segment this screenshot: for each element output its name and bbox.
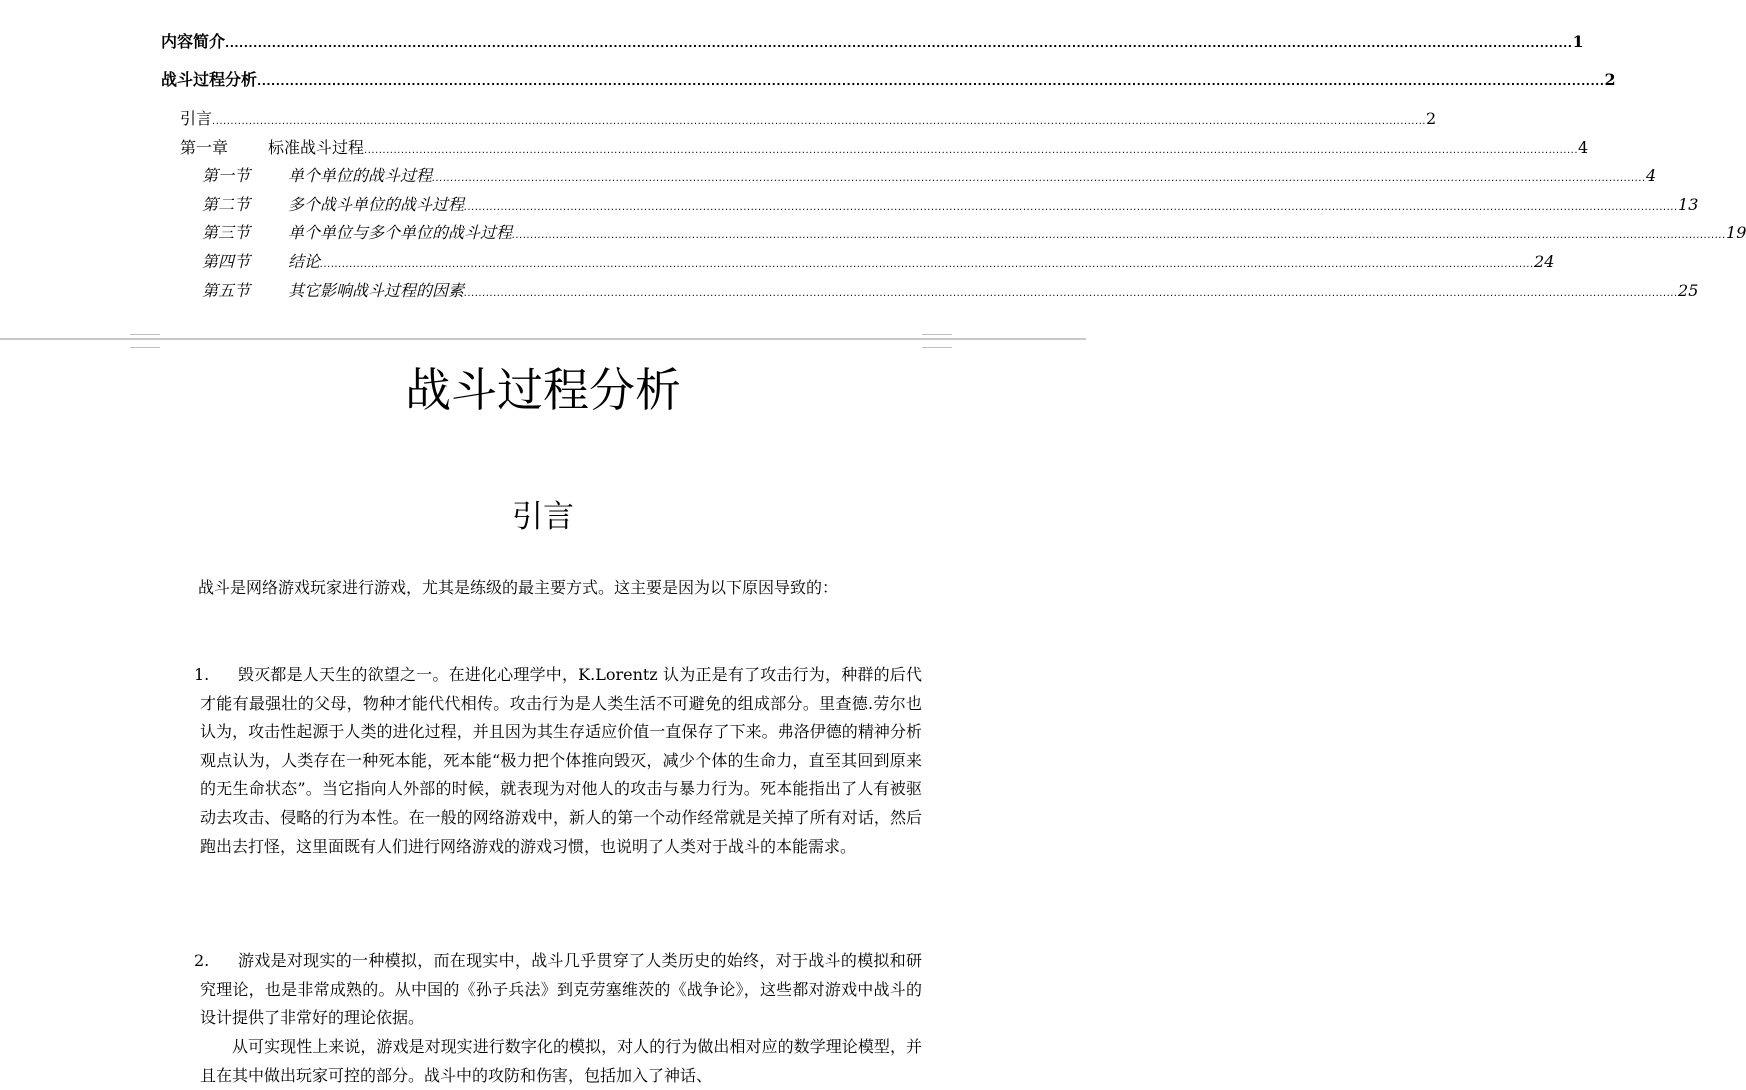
page-break [0, 338, 1086, 340]
toc-page-number: 4 [1578, 138, 1589, 157]
toc-page-number: 2 [1604, 70, 1616, 89]
toc-entry-section-4[interactable] [202, 249, 1555, 272]
toc-section-label: 第五节 [202, 281, 251, 300]
toc-dot-leader: .......................................................................................................................................................................................................................................................................................................................................... [464, 288, 1679, 299]
toc-dot-leader: .......................................................................................................................................................................................................................................................................................................................................... [320, 259, 1535, 270]
closing-paragraph: 从可实现性上来说，游戏是对现实进行数字化的模拟，对人的行为做出相对应的数学理论模型，并且在其中做出玩家可控的部分。战斗中的攻防和伤害，包括加入了神话、 [200, 1037, 922, 1085]
toc-section-label: 第二节 [202, 195, 251, 214]
toc-page-number: 25 [1678, 281, 1699, 300]
toc-dot-leader: .......................................................................................................................................................................................................................................................................................................................................... [212, 116, 1426, 127]
toc-entry-intro[interactable] [161, 29, 1584, 52]
toc-chapter-title: 标准战斗过程 [268, 138, 365, 157]
toc-entry-title [202, 192, 464, 215]
toc-entry-title: 引言 [180, 109, 213, 128]
toc-chapter-label: 第一章 [180, 138, 229, 157]
toc-entry-title: 战斗过程分析 [161, 70, 258, 89]
toc-entry-title: 内容简介 [161, 32, 226, 51]
toc-entry-section-3[interactable] [202, 220, 1746, 243]
section-title: 引言 [512, 499, 574, 535]
list-item-text: 游戏是对现实的一种模拟，而在现实中，战斗几乎贯穿了人类历史的始终，对于战斗的模拟和研究理论，也是非常成熟的。从中国的《孙子兵法》到克劳塞维茨的《战争论》，这些都对游戏中战斗的设计提供了非常好的理论依据。 [200, 951, 922, 1028]
toc-entry-section-1[interactable] [202, 163, 1657, 186]
toc-dot-leader: .......................................................................................................................................................................................................................................................................................................................................... [432, 173, 1647, 184]
toc-entry-preface[interactable] [180, 106, 1437, 129]
list-item-text: 毁灭都是人天生的欲望之一。在进化心理学中，K.Lorentz 认为正是有了攻击行为，种群的后代才能有最强壮的父母，物种才能代代相传。攻击行为是人类生活不可避免的组成部分。里查德.劳尔也认为，攻击性起源于人类的进化过程，并且因为其生存适应价值一直保存了下来。弗洛伊德的精神分析观点认为，人类存在一种死本能，死本能“极力把个体推向毁灭，减少个体的生命力，直至其回到原来的无生命状态”。当它指向人外部的时候，就表现为对他人的攻击与暴力行为。死本能指出了人有被驱动去攻击、侵略的行为本性。在一般的网络游戏中，新人的第一个动作经常就是关掉了所有对话，然后跑出去打怪，这里面既有人们进行网络游戏的游戏习惯，也说明了人类对于战斗的本能需求。 [200, 665, 922, 856]
toc-page-number: 1 [1572, 32, 1584, 51]
toc-entry-section-5[interactable] [202, 278, 1699, 301]
toc-section-title: 其它影响战斗过程的因素 [288, 281, 465, 300]
toc-section-title: 单个单位与多个单位的战斗过程 [288, 223, 513, 242]
list-item [194, 947, 922, 1033]
list-item [194, 661, 922, 861]
toc-section-title: 单个单位的战斗过程 [288, 166, 433, 185]
toc-entry-title [180, 135, 364, 158]
list-item-number: 2. [194, 951, 210, 970]
toc-entry-chapter-1[interactable] [180, 135, 1589, 158]
toc-page-number: 2 [1426, 109, 1437, 128]
document-title: 战斗过程分析 [405, 363, 681, 417]
list-item-number: 1. [194, 665, 210, 684]
toc-page-number: 13 [1678, 195, 1699, 214]
toc-page-number: 19 [1726, 223, 1746, 242]
toc-page-number: 24 [1534, 252, 1555, 271]
toc-section-label: 第三节 [202, 223, 251, 242]
intro-paragraph: 战斗是网络游戏玩家进行游戏，尤其是练级的最主要方式。这主要是因为以下原因导致的： [198, 578, 839, 597]
toc-dot-leader: ................................................................................................................................................................................................................................................................................................ [225, 37, 1573, 50]
toc-dot-leader: .......................................................................................................................................................................................................................................................................................................................................... [364, 145, 1579, 156]
toc-section-label: 第一节 [202, 166, 251, 185]
toc-section-title: 结论 [288, 252, 321, 271]
toc-section-title: 多个战斗单位的战斗过程 [288, 195, 465, 214]
toc-entry-title [202, 278, 464, 301]
page-corner-mark-left [130, 334, 160, 348]
page-corner-mark-right [922, 334, 952, 348]
toc-section-label: 第四节 [202, 252, 251, 271]
toc-entry-analysis[interactable] [161, 67, 1616, 90]
toc-entry-title [202, 249, 320, 272]
toc-dot-leader: ................................................................................................................................................................................................................................................................................................ [257, 75, 1605, 88]
toc-dot-leader: .......................................................................................................................................................................................................................................................................................................................................... [512, 230, 1727, 241]
table-of-contents [0, 0, 1746, 338]
toc-entry-title [202, 220, 512, 243]
toc-entry-section-2[interactable] [202, 192, 1699, 215]
toc-entry-title [202, 163, 432, 186]
toc-dot-leader: .......................................................................................................................................................................................................................................................................................................................................... [464, 202, 1679, 213]
toc-page-number: 4 [1646, 166, 1657, 185]
